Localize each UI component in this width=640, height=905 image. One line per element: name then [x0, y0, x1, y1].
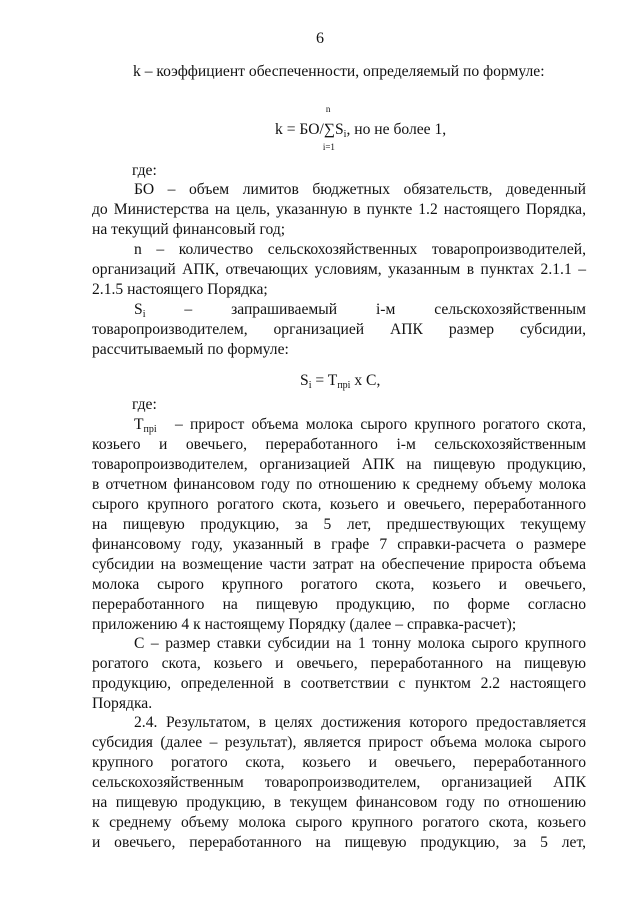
si-word-3: сельскохозяйственным [434, 301, 586, 318]
text-line: рогатого скота, козьего и овечьего, переработанного на пищевую [92, 655, 586, 672]
formula-si-t-sub: прi [337, 380, 351, 391]
text-line: на пищевую продукцию, в текущем финансовом году по отношению [92, 794, 586, 811]
text-line: где: [132, 396, 157, 413]
text-line: где: [132, 162, 157, 179]
text-line: организаций АПК, отвечающих условиям, указанным в пунктах 2.1.1 – [92, 261, 586, 278]
text-line: молока сырого крупного рогатого скота, козьего и овечьего, [92, 576, 586, 593]
text-line: на текущий финансовый год; [92, 221, 286, 238]
text-line: и овечьего, переработанного на пищевую продукцию, за 5 лет, [92, 834, 586, 851]
formula-si-lhs: S [300, 372, 309, 389]
text-line: 2.4. Результатом, в целях достижения которого предоставляется [134, 714, 586, 731]
sigma-glyph: ∑ [323, 121, 335, 138]
text-line: 2.1.5 настоящего Порядка; [92, 281, 268, 298]
formula-k-suffix: , но не более 1, [346, 121, 447, 138]
si-symbol: $S_i$ [134, 301, 146, 320]
page-number: 6 [316, 30, 324, 47]
si-definition-line-3: рассчитываемый по формуле: [92, 341, 289, 358]
sigma-symbol [322, 104, 335, 152]
text-line: Порядка. [92, 695, 153, 712]
text-line: до Министерства на цель, указанную в пункте 1.2 настоящего Порядка, [92, 201, 586, 218]
tpr-symbol: $T_{прi}$ [134, 416, 157, 435]
text-line: – прирост объема молока сырого крупного рогатого скота, [175, 416, 586, 433]
text-line: БО – объем лимитов бюджетных обязательств, доведенный [134, 181, 586, 198]
text-line: козьего и овечьего, переработанного i-м сельскохозяйственным [92, 436, 586, 453]
text-line: сельскохозяйственным товаропроизводителем, организацией АПК [92, 774, 586, 791]
text-line: приложению 4 к настоящему Порядку (далее – справка-расчет); [92, 616, 517, 633]
text-line: товаропроизводителем, организацией АПК на пищевую продукцию, [92, 456, 586, 473]
formula-k-term-sub: i [343, 129, 347, 140]
formula-si [300, 372, 380, 391]
text-line: переработанного на пищевую продукцию, по форме согласно [92, 596, 586, 613]
sigma-lower: i=1 [322, 142, 335, 152]
si-dash: – [184, 301, 193, 318]
formula-k [275, 104, 447, 152]
text-line: крупного рогатого скота, козьего и овечьего, переработанного [92, 754, 586, 771]
text-line: субсидия (далее – результат), является прирост объема молока сырого [92, 734, 586, 751]
sigma-upper: n [325, 104, 331, 114]
text-line: на пищевую продукцию, за 5 лет, предшествующих текущему [92, 516, 586, 533]
formula-si-lhs-sub: i [308, 380, 312, 391]
text-line: продукцию, определенной в соответствии с пунктом 2.2 настоящего [92, 675, 586, 692]
formula-si-eq: = T [311, 372, 338, 389]
formula-k-term: S [334, 121, 344, 138]
text-line: n – количество сельскохозяйственных товаропроизводителей, [134, 241, 586, 258]
formula-si-tail: x C, [350, 372, 381, 389]
si-word-2: i-м [375, 301, 396, 318]
si-definition-line-2: товаропроизводителем, организацией АПК размер субсидии, [92, 321, 586, 338]
si-word-1: запрашиваемый [231, 301, 338, 318]
text-line: субсидии на возмещение части затрат на обеспечение прироста объема [92, 556, 586, 573]
formula-k-prefix: k = БО/ [275, 121, 324, 138]
text-line: к среднему объему молока сырого крупного рогатого скота, козьего [92, 814, 586, 831]
text-line: k – коэффициент обеспеченности, определяемый по формуле: [133, 63, 545, 80]
text-line: финансовому году, указанный в графе 7 справки-расчета о размере [92, 536, 586, 553]
text-line: сырого крупного рогатого скота, козьего и овечьего, переработанного [92, 496, 586, 513]
text-line: С – размер ставки субсидии на 1 тонну молока сырого крупного [134, 635, 586, 652]
text-line: в отчетном финансовом году по отношению к среднему объему молока [92, 476, 586, 493]
